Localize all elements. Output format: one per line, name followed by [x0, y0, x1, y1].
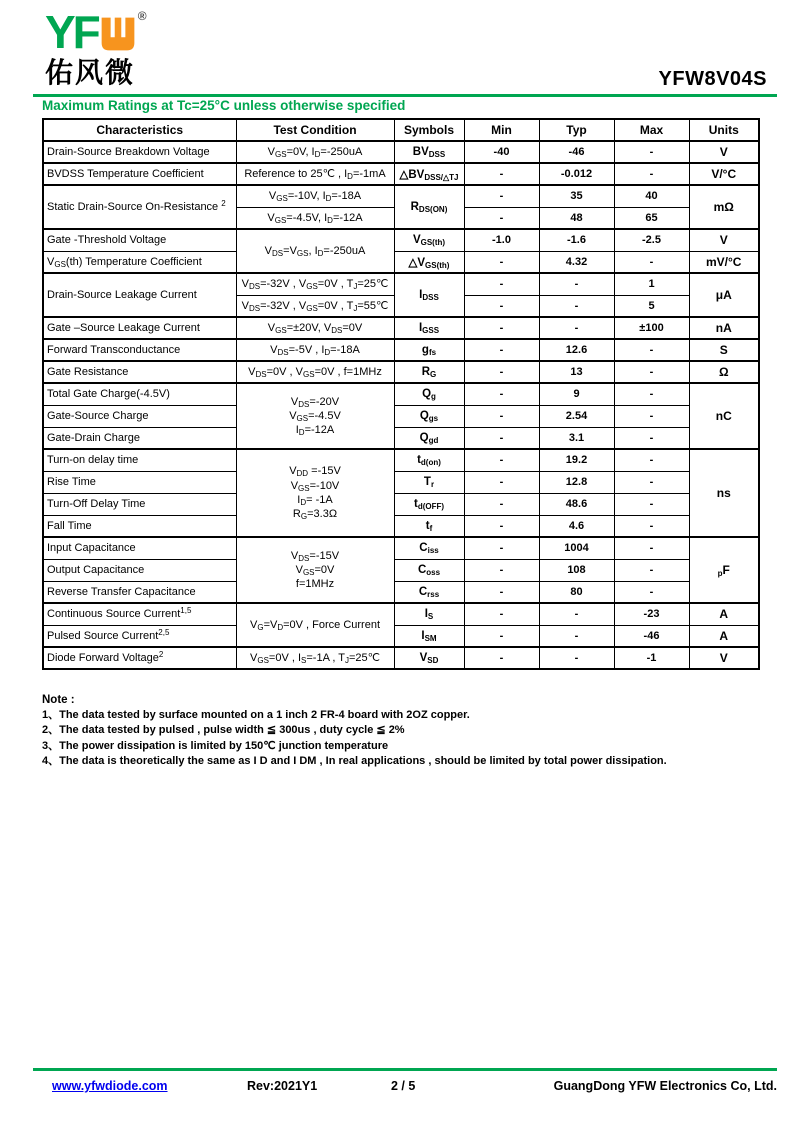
maximum-ratings-table [42, 118, 760, 670]
cell-max: -2.5 [614, 229, 689, 251]
cell-typ: -46 [539, 141, 614, 163]
cell-test-condition: $V_{DS}=-20V$ $V_{GS}=-4.5V$ $I_D=-12A$ [236, 383, 394, 449]
cell-typ: 3.1 [539, 427, 614, 449]
cell-test-condition: $V_{GS}=-10V$, $I_D=-18A$ [236, 185, 394, 207]
cell-symbol: $\triangle BV_{DSS/\triangle TJ}$ [394, 163, 464, 185]
cell-test-condition: $V_{GS}=0V$ , $I_S=-1A$ , $T_J=25℃$ [236, 647, 394, 669]
cell-min: - [464, 361, 539, 383]
cell-max: - [614, 471, 689, 493]
cell-test-condition: $V_{DS}=-5V$ , $I_D=-18A$ [236, 339, 394, 361]
note-item: 1、The data tested by surface mounted on a 1 inch 2 FR-4 board with 2OZ copper. [42, 708, 470, 721]
cell-min: - [464, 603, 539, 625]
cell-max: 1 [614, 273, 689, 295]
cell-characteristic: Gate –Source Leakage Current [43, 317, 236, 339]
cell-test-condition: Reference to 25℃ , $I_D=-1mA$ [236, 163, 394, 185]
table-row [43, 427, 759, 449]
cell-symbol: $Q_g$ [394, 383, 464, 405]
cell-typ: - [539, 647, 614, 669]
cell-symbol: $T_r$ [394, 471, 464, 493]
cell-typ: - [539, 603, 614, 625]
cell-test-condition: $V_{DD} =-15V$ $V_{GS}=-10V$ $I_D= -1A$ $R_G=3.3\Omega$ [236, 449, 394, 537]
table-row [43, 625, 759, 647]
cell-min: - [464, 647, 539, 669]
cell-characteristic: Gate -Threshold Voltage [43, 229, 236, 251]
cell-max: - [614, 405, 689, 427]
cell-test-condition: $V_{DS}=-15V$ $V_{GS}=0V$ f=1MHz [236, 537, 394, 603]
cell-typ: -0.012 [539, 163, 614, 185]
cell-units: Ω [689, 361, 759, 383]
cell-min: - [464, 537, 539, 559]
table-row [43, 493, 759, 515]
cell-units: V/°C [689, 163, 759, 185]
cell-units: nC [689, 383, 759, 449]
table-row [43, 229, 759, 251]
cell-min: - [464, 405, 539, 427]
cell-max: - [614, 339, 689, 361]
cell-symbol: $V_{SD}$ [394, 647, 464, 669]
table-row [43, 471, 759, 493]
cell-test-condition: $V_{DS}=-32V$ , $V_{GS}=0V$ , $T_J=55℃$ [236, 295, 394, 317]
notes-section [42, 694, 762, 768]
cell-characteristic: Static Drain-Source On-Resistance $^2$ [43, 185, 236, 229]
cell-max: 40 [614, 185, 689, 207]
cell-characteristic: Input Capacitance [43, 537, 236, 559]
table-row [43, 361, 759, 383]
cell-symbol: $I_{DSS}$ [394, 273, 464, 317]
cell-typ: 48.6 [539, 493, 614, 515]
table-row [43, 163, 759, 185]
revision-label: Rev:2021Y1 [247, 1079, 318, 1093]
cell-characteristic: Gate-Source Charge [43, 405, 236, 427]
cell-symbol: $C_{iss}$ [394, 537, 464, 559]
cell-max: - [614, 449, 689, 471]
cell-min: - [464, 493, 539, 515]
column-header-min: Min [464, 119, 539, 141]
cell-symbol: $I_S$ [394, 603, 464, 625]
cell-typ: 12.8 [539, 471, 614, 493]
column-header-max: Max [614, 119, 689, 141]
cell-min: - [464, 559, 539, 581]
table-row [43, 603, 759, 625]
cell-min: - [464, 295, 539, 317]
footer-divider [33, 1068, 777, 1071]
cell-characteristic: Reverse Transfer Capacitance [43, 581, 236, 603]
cell-max: - [614, 537, 689, 559]
cell-min: - [464, 273, 539, 295]
table-row [43, 339, 759, 361]
table-row [43, 449, 759, 471]
brand-chinese-name: 佑风微 [45, 57, 136, 88]
notes-label: Note : [42, 694, 75, 706]
cell-characteristic: Pulsed Source Current$^{2,5}$ [43, 625, 236, 647]
cell-min: -40 [464, 141, 539, 163]
cell-max: - [614, 141, 689, 163]
table-row [43, 273, 759, 295]
cell-typ: - [539, 625, 614, 647]
logo-yf-text: YF [45, 6, 98, 58]
cell-units: V [689, 647, 759, 669]
cell-typ: 13 [539, 361, 614, 383]
cell-max: - [614, 581, 689, 603]
cell-symbol: $BV_{DSS}$ [394, 141, 464, 163]
cell-typ: 4.6 [539, 515, 614, 537]
cell-min: - [464, 339, 539, 361]
cell-min: - [464, 581, 539, 603]
column-header-characteristics: Characteristics [43, 119, 236, 141]
cell-max: - [614, 251, 689, 273]
cell-symbol: $R_{DS(ON)}$ [394, 185, 464, 229]
cell-symbol: $t_f$ [394, 515, 464, 537]
cell-test-condition: $V_G=V_D=0V$ , Force Current [236, 603, 394, 647]
note-item: 4、The data is theoretically the same as I D and I DM , In real applications , should be limited by total power dissipation. [42, 755, 667, 767]
cell-test-condition: $V_{GS}=0V$, $I_D=-250uA$ [236, 141, 394, 163]
table-row [43, 559, 759, 581]
logo-w-mark-icon [100, 16, 136, 52]
table-row [43, 141, 759, 163]
cell-typ: 80 [539, 581, 614, 603]
cell-typ: -1.6 [539, 229, 614, 251]
cell-units: V [689, 141, 759, 163]
table-row [43, 251, 759, 273]
cell-typ: 12.6 [539, 339, 614, 361]
ratings-table-body [43, 141, 759, 669]
cell-min: - [464, 163, 539, 185]
cell-symbol: $C_{rss}$ [394, 581, 464, 603]
cell-units: μA [689, 273, 759, 317]
cell-typ: 108 [539, 559, 614, 581]
cell-max: 65 [614, 207, 689, 229]
cell-max: 5 [614, 295, 689, 317]
column-header-symbols: Symbols [394, 119, 464, 141]
column-header-units: Units [689, 119, 759, 141]
cell-test-condition: $V_{GS}=\pm 20V$, $V_{DS}=0V$ [236, 317, 394, 339]
cell-max: ±100 [614, 317, 689, 339]
cell-max: -23 [614, 603, 689, 625]
cell-max: - [614, 559, 689, 581]
cell-units: nA [689, 317, 759, 339]
cell-symbol: $t_{d(OFF)}$ [394, 493, 464, 515]
cell-typ: 2.54 [539, 405, 614, 427]
cell-characteristic: Rise Time [43, 471, 236, 493]
cell-min: - [464, 625, 539, 647]
cell-typ: 1004 [539, 537, 614, 559]
table-header-row [43, 119, 759, 141]
cell-min: - [464, 515, 539, 537]
cell-characteristic: BVDSS Temperature Coefficient [43, 163, 236, 185]
cell-units: S [689, 339, 759, 361]
cell-units: $_p$F [689, 537, 759, 603]
cell-symbol: $I_{SM}$ [394, 625, 464, 647]
cell-characteristic: Turn-Off Delay Time [43, 493, 236, 515]
cell-typ: 4.32 [539, 251, 614, 273]
cell-units: mV/°C [689, 251, 759, 273]
footer [0, 1079, 800, 1099]
cell-characteristic: Fall Time [43, 515, 236, 537]
cell-max: -46 [614, 625, 689, 647]
cell-min: - [464, 251, 539, 273]
cell-max: - [614, 493, 689, 515]
cell-characteristic: Total Gate Charge(-4.5V) [43, 383, 236, 405]
cell-characteristic: Output Capacitance [43, 559, 236, 581]
cell-characteristic: Gate-Drain Charge [43, 427, 236, 449]
cell-symbol: $C_{oss}$ [394, 559, 464, 581]
table-row [43, 515, 759, 537]
registered-trademark-icon: ® [137, 9, 147, 23]
cell-characteristic: Gate Resistance [43, 361, 236, 383]
page-number: 2 / 5 [391, 1079, 416, 1093]
cell-typ: - [539, 295, 614, 317]
cell-characteristic: Turn-on delay time [43, 449, 236, 471]
cell-units: mΩ [689, 185, 759, 229]
cell-symbol: $R_G$ [394, 361, 464, 383]
cell-min: - [464, 471, 539, 493]
note-item: 3、The power dissipation is limited by 150℃ junction temperature [42, 739, 389, 752]
cell-test-condition: $V_{DS}=V_{GS}$, $I_D=-250uA$ [236, 229, 394, 273]
cell-typ: 19.2 [539, 449, 614, 471]
cell-min: -1.0 [464, 229, 539, 251]
table-row [43, 317, 759, 339]
cell-characteristic: Drain-Source Breakdown Voltage [43, 141, 236, 163]
cell-characteristic: Drain-Source Leakage Current [43, 273, 236, 317]
cell-max: - [614, 427, 689, 449]
cell-typ: 48 [539, 207, 614, 229]
cell-typ: 9 [539, 383, 614, 405]
cell-max: - [614, 361, 689, 383]
cell-typ: - [539, 273, 614, 295]
cell-min: - [464, 383, 539, 405]
brand-logo [45, 6, 147, 88]
cell-units: V [689, 229, 759, 251]
website-link[interactable]: www.yfwdiode.com [52, 1079, 168, 1093]
cell-typ: - [539, 317, 614, 339]
part-number: YFW8V04S [658, 68, 767, 90]
company-name: GuangDong YFW Electronics Co, Ltd. [553, 1079, 777, 1093]
cell-symbol: $Q_{gs}$ [394, 405, 464, 427]
cell-max: -1 [614, 647, 689, 669]
cell-symbol: $\triangle V_{GS(th)}$ [394, 251, 464, 273]
note-item: 2、The data tested by pulsed , pulse width ≦ 300us , duty cycle ≦ 2% [42, 724, 405, 736]
column-header-test-condition: Test Condition [236, 119, 394, 141]
section-title: Maximum Ratings at Tc=25°C unless otherwise specified [42, 98, 406, 113]
cell-units: A [689, 625, 759, 647]
cell-min: - [464, 185, 539, 207]
table-row [43, 405, 759, 427]
table-row [43, 581, 759, 603]
cell-typ: 35 [539, 185, 614, 207]
cell-max: - [614, 383, 689, 405]
cell-test-condition: $V_{DS}=0V$ , $V_{GS}=0V$ , f=1MHz [236, 361, 394, 383]
table-row [43, 647, 759, 669]
cell-max: - [614, 515, 689, 537]
cell-symbol: $V_{GS(th)}$ [394, 229, 464, 251]
cell-characteristic: Continuous Source Current$^{1,5}$ [43, 603, 236, 625]
table-row [43, 537, 759, 559]
cell-test-condition: $V_{DS}=-32V$ , $V_{GS}=0V$ , $T_J=25℃$ [236, 273, 394, 295]
table-row [43, 185, 759, 207]
column-header-typ: Typ [539, 119, 614, 141]
cell-min: - [464, 427, 539, 449]
cell-test-condition: $V_{GS}=-4.5V$, $I_D=-12A$ [236, 207, 394, 229]
cell-symbol: $Q_{gd}$ [394, 427, 464, 449]
cell-symbol: $g_{fs}$ [394, 339, 464, 361]
cell-min: - [464, 317, 539, 339]
cell-symbol: $I_{GSS}$ [394, 317, 464, 339]
cell-min: - [464, 207, 539, 229]
cell-min: - [464, 449, 539, 471]
cell-characteristic: Forward Transconductance [43, 339, 236, 361]
cell-max: - [614, 163, 689, 185]
cell-units: A [689, 603, 759, 625]
cell-characteristic: $V_{GS}(th)$ Temperature Coefficient [43, 251, 236, 273]
cell-units: ns [689, 449, 759, 537]
cell-characteristic: Diode Forward Voltage$^2$ [43, 647, 236, 669]
cell-symbol: $t_{d(on)}$ [394, 449, 464, 471]
header-divider [33, 94, 777, 97]
table-row [43, 383, 759, 405]
